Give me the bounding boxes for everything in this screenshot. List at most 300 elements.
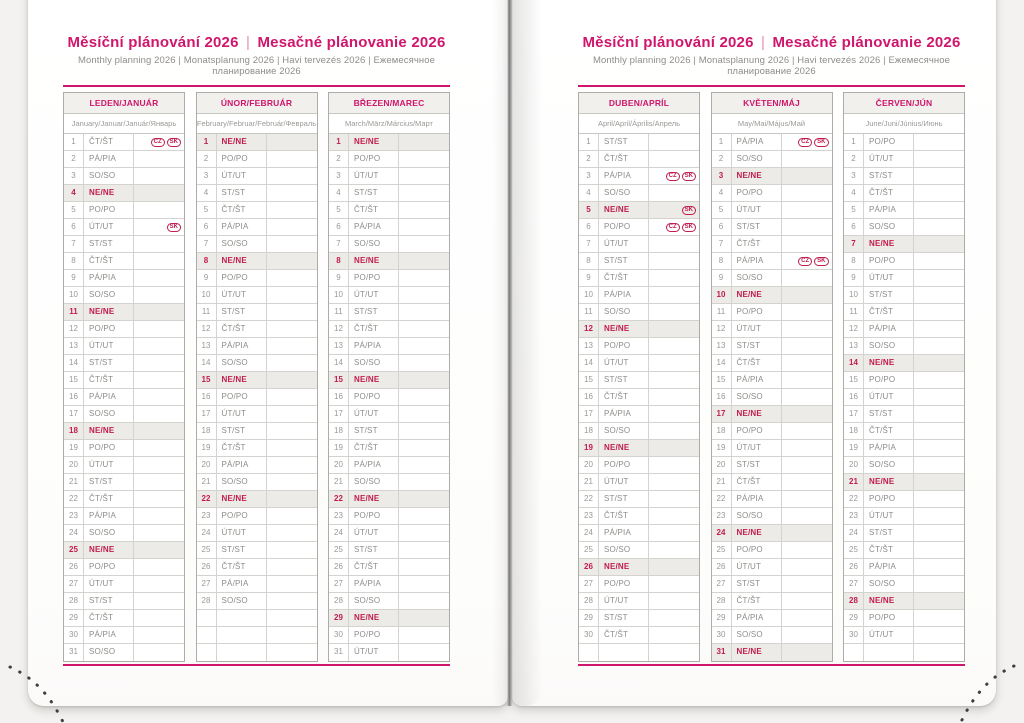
day-number: 27 [712, 576, 732, 592]
day-number: 2 [712, 151, 732, 167]
day-abbreviation: ÚT/UT [84, 457, 134, 473]
day-number: 4 [64, 185, 84, 201]
day-abbreviation: SO/SO [864, 219, 914, 235]
day-abbreviation: PO/PO [84, 440, 134, 456]
stitch-arc-left-icon [10, 667, 63, 722]
day-abbreviation: SO/SO [217, 236, 267, 252]
day-abbreviation: NE/NE [732, 644, 782, 661]
day-abbreviation: ST/ST [599, 491, 649, 507]
day-number: 22 [712, 491, 732, 507]
day-number: 12 [579, 321, 599, 337]
month-header: LEDEN/JANUÁR [64, 93, 184, 114]
day-abbreviation: NE/NE [349, 134, 399, 150]
day-abbreviation: SO/SO [349, 355, 399, 371]
day-number: 16 [197, 389, 217, 405]
day-abbreviation: PO/PO [84, 559, 134, 575]
day-number: 12 [844, 321, 864, 337]
day-number: 16 [844, 389, 864, 405]
day-abbreviation: ST/ST [732, 457, 782, 473]
day-abbreviation: PO/PO [217, 508, 267, 524]
day-number: 19 [844, 440, 864, 456]
day-number: 29 [844, 610, 864, 626]
day-number: 11 [712, 304, 732, 320]
day-abbreviation: ÚT/UT [84, 576, 134, 592]
day-abbreviation: PO/PO [864, 253, 914, 269]
day-number: 26 [712, 559, 732, 575]
day-number: 17 [329, 406, 349, 422]
day-abbreviation: SO/SO [349, 474, 399, 490]
day-number: 23 [712, 508, 732, 524]
day-abbreviation: SO/SO [599, 542, 649, 558]
day-abbreviation: ÚT/UT [349, 287, 399, 303]
day-abbreviation: NE/NE [349, 253, 399, 269]
day-abbreviation: SO/SO [349, 236, 399, 252]
day-number: 2 [579, 151, 599, 167]
day-abbreviation: PÁ/PIA [732, 134, 782, 150]
holiday-badge-sk: SK [814, 257, 828, 266]
day-number: 6 [64, 219, 84, 235]
day-number: 22 [579, 491, 599, 507]
day-number: 25 [579, 542, 599, 558]
day-abbreviation: SO/SO [864, 457, 914, 473]
day-abbreviation: PÁ/PIA [217, 576, 267, 592]
day-abbreviation: PO/PO [349, 627, 399, 643]
day-number: 29 [579, 610, 599, 626]
day-abbreviation: ST/ST [732, 338, 782, 354]
day-abbreviation: ST/ST [599, 372, 649, 388]
day-number: 31 [712, 644, 732, 661]
day-abbreviation: NE/NE [84, 185, 134, 201]
day-number: 29 [712, 610, 732, 626]
day-abbreviation: ÚT/UT [599, 236, 649, 252]
day-abbreviation: PÁ/PIA [732, 253, 782, 269]
page-subtitle: Monthly planning 2026 | Monatsplanung 2026 | Havi tervezés 2026 | Ежемесячное планирование 2026 [77, 55, 436, 77]
day-number: 27 [64, 576, 84, 592]
day-abbreviation: ČT/ŠT [217, 321, 267, 337]
day-abbreviation: NE/NE [84, 423, 134, 439]
day-number: 13 [712, 338, 732, 354]
day-number: 22 [197, 491, 217, 507]
day-number: 14 [579, 355, 599, 371]
day-number: 23 [197, 508, 217, 524]
day-number: 1 [197, 134, 217, 150]
day-abbreviation: SO/SO [84, 406, 134, 422]
day-number: 11 [844, 304, 864, 320]
day-abbreviation: ČT/ŠT [732, 236, 782, 252]
day-number: 10 [712, 287, 732, 303]
holiday-badge-sk: SK [682, 172, 696, 181]
day-abbreviation: ST/ST [217, 423, 267, 439]
day-abbreviation: PO/PO [349, 508, 399, 524]
day-abbreviation: SO/SO [732, 151, 782, 167]
day-abbreviation: ÚT/UT [599, 474, 649, 490]
day-number: 13 [64, 338, 84, 354]
day-abbreviation: PÁ/PIA [84, 627, 134, 643]
day-number: 18 [844, 423, 864, 439]
title-czech: Měsíční plánování 2026 [582, 34, 754, 51]
day-number: 20 [712, 457, 732, 473]
day-number: 28 [579, 593, 599, 609]
day-abbreviation: PÁ/PIA [217, 457, 267, 473]
day-abbreviation: ST/ST [599, 610, 649, 626]
day-abbreviation: ST/ST [349, 304, 399, 320]
day-number: 7 [579, 236, 599, 252]
day-abbreviation: SO/SO [732, 270, 782, 286]
day-number: 26 [844, 559, 864, 575]
day-number: 14 [844, 355, 864, 371]
day-abbreviation: ÚT/UT [864, 270, 914, 286]
day-number: 1 [712, 134, 732, 150]
day-number: 4 [712, 185, 732, 201]
day-number: 10 [64, 287, 84, 303]
day-abbreviation: PO/PO [349, 270, 399, 286]
day-abbreviation: NE/NE [732, 168, 782, 184]
day-abbreviation: ÚT/UT [217, 287, 267, 303]
day-number: 18 [579, 423, 599, 439]
day-abbreviation: PÁ/PIA [732, 610, 782, 626]
month-subtitle: January/Januar/Január/Январь [64, 114, 184, 134]
day-abbreviation: PÁ/PIA [732, 491, 782, 507]
day-abbreviation: ST/ST [84, 474, 134, 490]
day-abbreviation: NE/NE [217, 491, 267, 507]
day-abbreviation: ST/ST [217, 542, 267, 558]
day-number: 22 [329, 491, 349, 507]
day-number: 8 [64, 253, 84, 269]
holiday-badge-cz: CZ [666, 172, 680, 181]
day-number: 3 [579, 168, 599, 184]
day-number: 14 [329, 355, 349, 371]
day-abbreviation: PÁ/PIA [217, 338, 267, 354]
day-number: 30 [579, 627, 599, 643]
day-abbreviation: PÁ/PIA [732, 372, 782, 388]
day-abbreviation: NE/NE [732, 287, 782, 303]
day-abbreviation: PO/PO [217, 270, 267, 286]
day-number: 17 [844, 406, 864, 422]
day-number: 13 [579, 338, 599, 354]
day-abbreviation: PO/PO [84, 202, 134, 218]
day-number: 1 [329, 134, 349, 150]
day-number: 21 [712, 474, 732, 490]
day-abbreviation: NE/NE [599, 440, 649, 456]
holiday-badge-sk: SK [167, 138, 181, 147]
day-number: 16 [64, 389, 84, 405]
day-number: 25 [197, 542, 217, 558]
day-abbreviation: ÚT/UT [217, 168, 267, 184]
day-abbreviation: SO/SO [217, 355, 267, 371]
holiday-badge-cz: CZ [798, 138, 812, 147]
day-abbreviation: PÁ/PIA [864, 321, 914, 337]
day-abbreviation: PO/PO [599, 576, 649, 592]
holiday-badge-sk: SK [167, 223, 181, 232]
day-abbreviation: PÁ/PIA [599, 287, 649, 303]
title-separator: | [241, 34, 255, 51]
day-number: 17 [64, 406, 84, 422]
day-abbreviation: PO/PO [349, 151, 399, 167]
day-number: 15 [197, 372, 217, 388]
day-number: 15 [579, 372, 599, 388]
day-number: 13 [844, 338, 864, 354]
day-number: 2 [197, 151, 217, 167]
day-number: 12 [197, 321, 217, 337]
day-number: 4 [844, 185, 864, 201]
day-number: 25 [329, 542, 349, 558]
day-abbreviation: PÁ/PIA [84, 270, 134, 286]
day-number: 26 [64, 559, 84, 575]
day-abbreviation: ČT/ŠT [84, 372, 134, 388]
day-number: 15 [712, 372, 732, 388]
day-number: 24 [712, 525, 732, 541]
day-number: 11 [579, 304, 599, 320]
day-number: 4 [329, 185, 349, 201]
day-abbreviation: ÚT/UT [349, 168, 399, 184]
day-number: 3 [197, 168, 217, 184]
day-abbreviation: NE/NE [349, 372, 399, 388]
day-number: 1 [579, 134, 599, 150]
day-abbreviation: ČT/ŠT [84, 253, 134, 269]
day-abbreviation: PO/PO [217, 151, 267, 167]
day-abbreviation: ÚT/UT [732, 559, 782, 575]
day-abbreviation: ST/ST [732, 576, 782, 592]
day-abbreviation: ČT/ŠT [732, 355, 782, 371]
day-number: 24 [64, 525, 84, 541]
day-number: 7 [197, 236, 217, 252]
day-number: 30 [329, 627, 349, 643]
day-abbreviation: PÁ/PIA [349, 576, 399, 592]
day-number: 30 [844, 627, 864, 643]
holiday-badge-cz: CZ [151, 138, 165, 147]
day-abbreviation: PÁ/PIA [349, 338, 399, 354]
day-number: 29 [64, 610, 84, 626]
month-header: KVĚTEN/MÁJ [712, 93, 832, 114]
day-abbreviation: ST/ST [84, 236, 134, 252]
day-abbreviation: ST/ST [349, 185, 399, 201]
day-number: 12 [329, 321, 349, 337]
day-abbreviation: PO/PO [217, 389, 267, 405]
day-abbreviation: PO/PO [599, 457, 649, 473]
day-abbreviation: ST/ST [599, 253, 649, 269]
day-number: 8 [197, 253, 217, 269]
day-abbreviation: SO/SO [84, 644, 134, 661]
day-number: 9 [579, 270, 599, 286]
day-abbreviation: PÁ/PIA [864, 559, 914, 575]
day-abbreviation: PO/PO [864, 491, 914, 507]
day-number: 15 [64, 372, 84, 388]
day-number: 27 [329, 576, 349, 592]
day-number: 7 [712, 236, 732, 252]
day-number: 12 [64, 321, 84, 337]
day-abbreviation: PÁ/PIA [217, 219, 267, 235]
day-number: 24 [329, 525, 349, 541]
day-number: 5 [712, 202, 732, 218]
day-abbreviation: ČT/ŠT [599, 270, 649, 286]
day-number: 2 [64, 151, 84, 167]
day-abbreviation: ÚT/UT [864, 151, 914, 167]
day-abbreviation: NE/NE [599, 202, 649, 218]
day-abbreviation: ÚT/UT [864, 627, 914, 643]
day-abbreviation: NE/NE [217, 372, 267, 388]
day-abbreviation: ČT/ŠT [217, 440, 267, 456]
day-number: 17 [579, 406, 599, 422]
page-subtitle: Monthly planning 2026 | Monatsplanung 2026 | Havi tervezés 2026 | Ежемесячное планирование 2026 [592, 55, 951, 77]
day-abbreviation: PO/PO [864, 610, 914, 626]
day-number: 25 [844, 542, 864, 558]
day-number: 28 [712, 593, 732, 609]
title-slovak: Mesačné plánovanie 2026 [257, 34, 446, 51]
day-abbreviation: ÚT/UT [217, 406, 267, 422]
day-number: 19 [197, 440, 217, 456]
day-abbreviation: ÚT/UT [349, 644, 399, 661]
day-abbreviation: ÚT/UT [732, 202, 782, 218]
day-abbreviation: PO/PO [864, 134, 914, 150]
day-abbreviation: PÁ/PIA [84, 508, 134, 524]
day-abbreviation: SO/SO [864, 338, 914, 354]
day-number: 5 [844, 202, 864, 218]
day-number: 25 [712, 542, 732, 558]
day-number: 1 [844, 134, 864, 150]
day-number: 28 [844, 593, 864, 609]
day-number: 23 [64, 508, 84, 524]
day-number: 20 [329, 457, 349, 473]
day-number: 26 [329, 559, 349, 575]
day-abbreviation: PO/PO [732, 304, 782, 320]
day-number: 16 [712, 389, 732, 405]
day-abbreviation: ST/ST [864, 525, 914, 541]
day-abbreviation: ČT/ŠT [599, 151, 649, 167]
day-abbreviation: ÚT/UT [84, 219, 134, 235]
day-number: 9 [329, 270, 349, 286]
day-number: 11 [64, 304, 84, 320]
day-number: 29 [329, 610, 349, 626]
day-number: 7 [329, 236, 349, 252]
day-number: 8 [579, 253, 599, 269]
day-number: 19 [579, 440, 599, 456]
day-abbreviation: PO/PO [732, 185, 782, 201]
day-abbreviation: ST/ST [349, 542, 399, 558]
day-number: 7 [844, 236, 864, 252]
day-number: 11 [329, 304, 349, 320]
day-number: 7 [64, 236, 84, 252]
day-abbreviation: ÚT/UT [599, 593, 649, 609]
day-abbreviation: PO/PO [84, 321, 134, 337]
day-number: 2 [844, 151, 864, 167]
day-abbreviation: SO/SO [732, 389, 782, 405]
holiday-badge-cz: CZ [666, 223, 680, 232]
day-number: 24 [579, 525, 599, 541]
book-spine [507, 0, 513, 706]
day-number: 4 [197, 185, 217, 201]
holiday-badge-sk: SK [814, 138, 828, 147]
day-number: 21 [329, 474, 349, 490]
day-number: 3 [712, 168, 732, 184]
day-number: 23 [579, 508, 599, 524]
day-number: 10 [579, 287, 599, 303]
day-abbreviation: ÚT/UT [349, 525, 399, 541]
day-number: 6 [844, 219, 864, 235]
day-number: 18 [197, 423, 217, 439]
day-abbreviation: SO/SO [84, 525, 134, 541]
day-number: 28 [197, 593, 217, 609]
day-number: 15 [329, 372, 349, 388]
day-abbreviation: ÚT/UT [599, 355, 649, 371]
day-number: 14 [197, 355, 217, 371]
day-number: 28 [329, 593, 349, 609]
day-number: 3 [329, 168, 349, 184]
day-number: 27 [579, 576, 599, 592]
day-abbreviation: ČT/ŠT [599, 389, 649, 405]
day-number: 2 [329, 151, 349, 167]
day-number: 14 [64, 355, 84, 371]
holiday-badge-sk: SK [682, 223, 696, 232]
day-number: 19 [329, 440, 349, 456]
day-abbreviation: NE/NE [349, 491, 399, 507]
day-number: 9 [844, 270, 864, 286]
day-abbreviation: NE/NE [599, 559, 649, 575]
day-number: 17 [712, 406, 732, 422]
day-abbreviation: SO/SO [599, 423, 649, 439]
day-number: 9 [712, 270, 732, 286]
day-abbreviation: ČT/ŠT [732, 593, 782, 609]
day-number: 6 [712, 219, 732, 235]
month-header: ČERVEN/JÚN [844, 93, 964, 114]
day-abbreviation: ÚT/UT [349, 406, 399, 422]
holiday-badge-cz: CZ [798, 257, 812, 266]
day-number: 30 [64, 627, 84, 643]
day-abbreviation: ČT/ŠT [864, 185, 914, 201]
day-abbreviation: NE/NE [864, 474, 914, 490]
day-number: 21 [844, 474, 864, 490]
day-abbreviation: NE/NE [864, 593, 914, 609]
day-abbreviation: ČT/ŠT [84, 491, 134, 507]
day-abbreviation: SO/SO [732, 508, 782, 524]
day-abbreviation: ČT/ŠT [84, 610, 134, 626]
day-number: 15 [844, 372, 864, 388]
day-number: 13 [329, 338, 349, 354]
day-abbreviation: SO/SO [217, 593, 267, 609]
day-abbreviation: PÁ/PIA [599, 168, 649, 184]
day-number: 6 [329, 219, 349, 235]
day-abbreviation: ÚT/UT [732, 321, 782, 337]
day-number: 22 [64, 491, 84, 507]
day-abbreviation: ST/ST [84, 355, 134, 371]
day-number: 10 [329, 287, 349, 303]
day-abbreviation: ČT/ŠT [217, 202, 267, 218]
day-abbreviation: PÁ/PIA [864, 440, 914, 456]
day-abbreviation: SO/SO [217, 474, 267, 490]
day-abbreviation: SO/SO [732, 627, 782, 643]
day-abbreviation: PO/PO [864, 372, 914, 388]
day-number: 13 [197, 338, 217, 354]
day-abbreviation: PO/PO [599, 219, 649, 235]
day-abbreviation: ČT/ŠT [349, 202, 399, 218]
day-abbreviation: NE/NE [732, 525, 782, 541]
day-abbreviation: PÁ/PIA [349, 219, 399, 235]
month-subtitle: May/Mai/Május/Май [712, 114, 832, 134]
day-abbreviation: NE/NE [864, 355, 914, 371]
day-abbreviation: SO/SO [864, 576, 914, 592]
day-abbreviation: ST/ST [732, 219, 782, 235]
day-number: 12 [712, 321, 732, 337]
month-subtitle: April/April/Április/Апрель [579, 114, 699, 134]
day-abbreviation: ČT/ŠT [864, 423, 914, 439]
day-number: 18 [712, 423, 732, 439]
month-header: DUBEN/APRÍL [579, 93, 699, 114]
month-header: ÚNOR/FEBRUÁR [197, 93, 317, 114]
day-number: 5 [64, 202, 84, 218]
day-abbreviation: PÁ/PIA [84, 151, 134, 167]
day-number: 5 [579, 202, 599, 218]
day-abbreviation: ČT/ŠT [349, 559, 399, 575]
day-abbreviation: PÁ/PIA [349, 457, 399, 473]
